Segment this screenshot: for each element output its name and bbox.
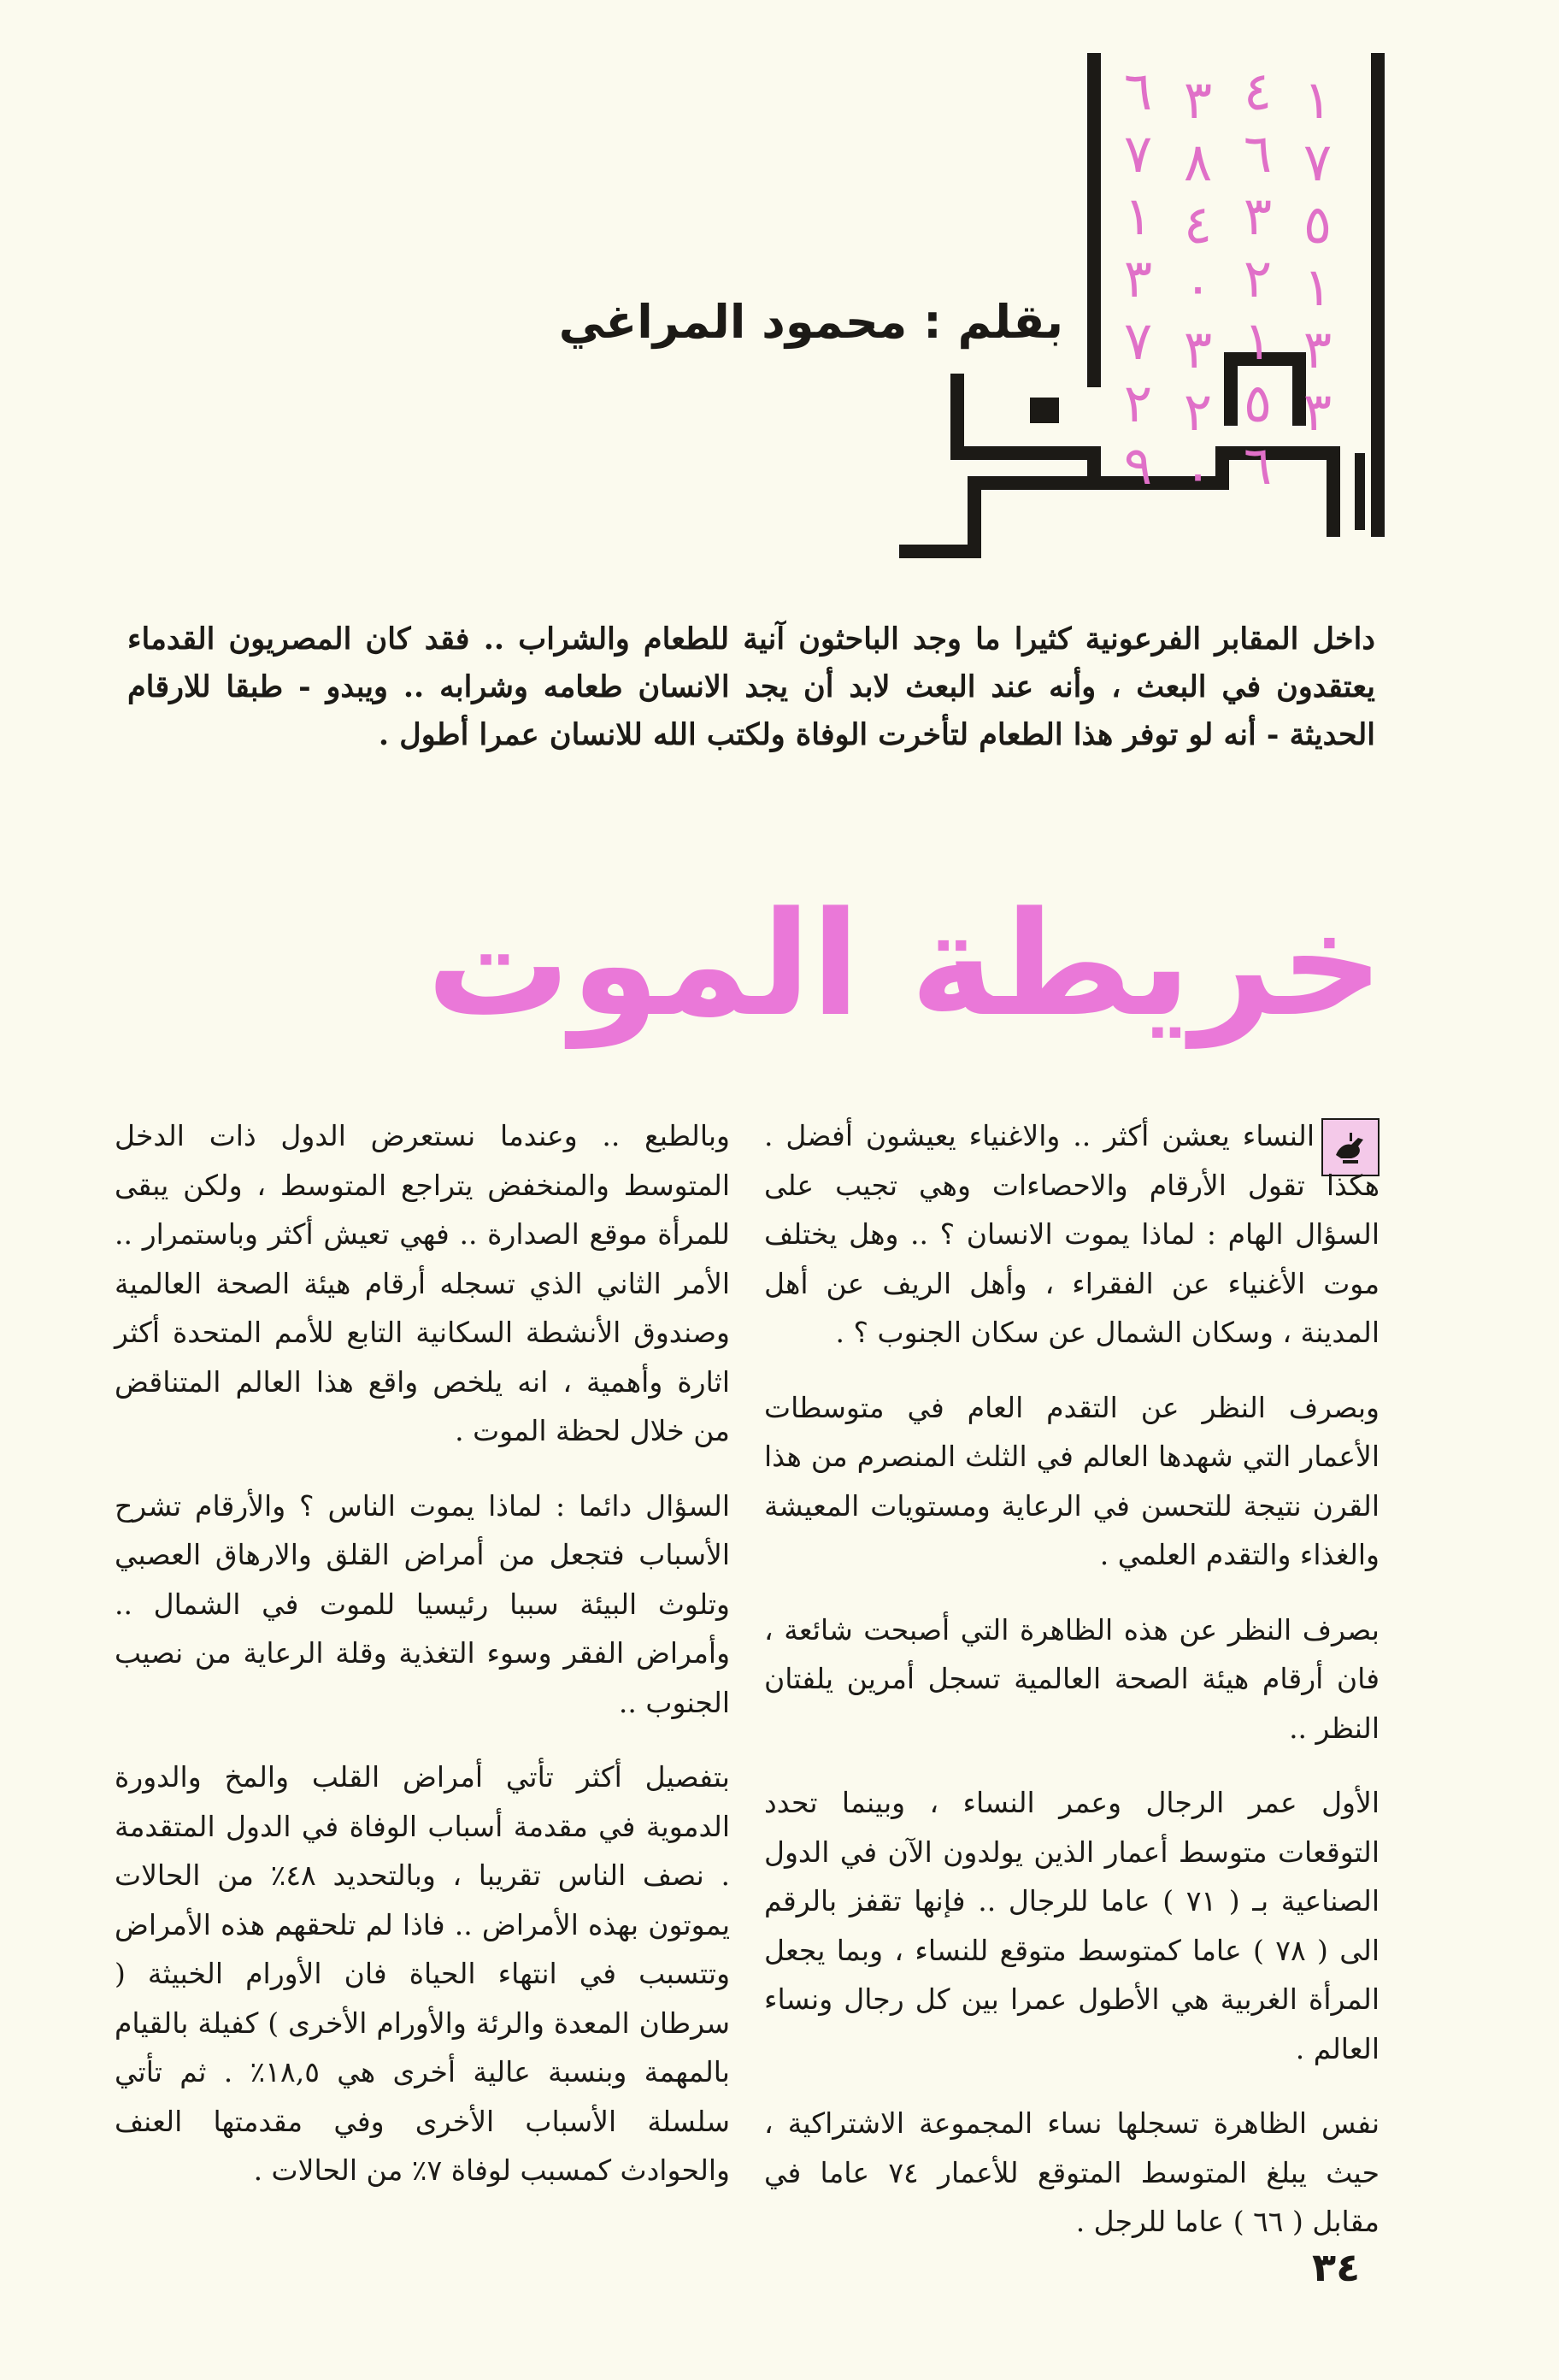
author-byline: بقلم : محمود المراغي bbox=[558, 295, 1063, 349]
intro-paragraph: داخل المقابر الفرعونية كثيرا ما وجد الباحثون آنية للطعام والشراب .. فقد كان المصريون القدماء يعتقدون في البعث ، وأنه عند البعث لابد أن يجد الانسان طعامه وشرابه .. ويبدو - طبقا للارقام الحديثة - أنه لو توفر هذا الطعام لتأخرت الوفاة ولكتب الله للانسان عمرا أطول . bbox=[127, 622, 1375, 752]
paragraph-text: النساء يعشن أكثر .. والاغنياء يعيشون أفضل . هكذا تقول الأرقام والاحصاءات وهي تجيب على السؤال الهام : لماذا يموت الانسان ؟ .. وهل يختلف موت الأغنياء عن الفقراء ، وأهل الريف عن أهل المدينة ، وسكان الشمال عن سكان الجنوب ؟ . bbox=[764, 1119, 1380, 1349]
paragraph bbox=[764, 1111, 1380, 1358]
numeral-column: ٦٧١٣٧٢٩ bbox=[1107, 60, 1169, 497]
paragraph: الأول عمر الرجال وعمر النساء ، وبينما تحدد التوقعات متوسط أعمار الذين يولدون الآن في الدول الصناعية بـ ( ٧١ ) عاما للرجال .. فإنها تقفز بالرقم الى ( ٧٨ ) عاما كمتوسط متوقع للنساء ، وبما يجعل المرأة الغربية هي الأطول عمرا بين كل رجال ونساء العالم . bbox=[764, 1786, 1380, 2065]
page-number: ٣٤ bbox=[1312, 2244, 1361, 2290]
paragraph: وبالطبع .. وعندما نستعرض الدول ذات الدخل المتوسط والمنخفض يتراجع المتوسط ، ولكن يبقى للمرأة موقع الصدارة .. فهي تعيش أكثر وباستمرار .. الأمر الثاني الذي تسجله أرقام هيئة الصحة العالمية وصندوق الأنشطة السكانية التابع للأمم المتحدة أكثر اثارة وأهمية ، انه يلخص واقع هذا العالم المتناقض من خلال لحظة الموت . bbox=[115, 1119, 730, 1447]
paragraph: السؤال دائما : لماذا يموت الناس ؟ والأرقام تشرح الأسباب فتجعل من أمراض القلق والارهاق العصبي وتلوث البيئة سببا رئيسيا للموت في الشمال .. وأمراض الفقر وسوء التغذية وقلة الرعاية من نصيب الجنوب .. bbox=[115, 1488, 730, 1719]
paragraph: وبصرف النظر عن التقدم العام في متوسطات الأعمار التي شهدها العالم في الثلث المنصرم من هذا القرن نتيجة للتحسن في الرعاية ومستويات المعيشة والغذاء والتقدم العلمي . bbox=[764, 1390, 1380, 1571]
article-column-right bbox=[764, 1111, 1380, 2272]
paragraph: نفس الظاهرة تسجلها نساء المجموعة الاشتراكية ، حيث يبلغ المتوسط المتوقع للأعمار ٧٤ عاما في مقابل ( ٦٦ ) عاما للرجل . bbox=[764, 2106, 1380, 2238]
numeral-column: ٤٦٣٢١٥٦ bbox=[1227, 60, 1289, 497]
article-column-left bbox=[115, 1111, 730, 2221]
numeral-column: ٣٨٤٠٣٢٠ bbox=[1167, 68, 1229, 505]
article-headline: خريطة الموت bbox=[426, 881, 1384, 1048]
paragraph: بصرف النظر عن هذه الظاهرة التي أصبحت شائعة ، فان أرقام هيئة الصحة العالمية تسجل أمرين يلفتان النظر .. bbox=[764, 1612, 1380, 1745]
paragraph: بتفصيل أكثر تأتي أمراض القلب والمخ والدورة الدموية في مقدمة أسباب الوفاة في الدول المتقدمة . نصف الناس تقريبا ، وبالتحديد ٤٨٪ من الحالات يموتون بهذه الأمراض .. فاذا لم تلحقهم هذه الأمراض وتتسبب في انتهاء الحياة فان الأورام الخبيثة ( سرطان المعدة والرئة والأورام الأخرى ) كفيلة بالقيام بالمهمة وبنسبة عالية أخرى هي ١٨,٥٪ . ثم تأتي سلسلة الأسباب الأخرى وفي مقدمتها العنف والحوادث كمسبب لوفاة ٧٪ من الحالات . bbox=[115, 1760, 730, 2187]
numeral-column: ١٧٥١٣٣ bbox=[1286, 68, 1349, 443]
